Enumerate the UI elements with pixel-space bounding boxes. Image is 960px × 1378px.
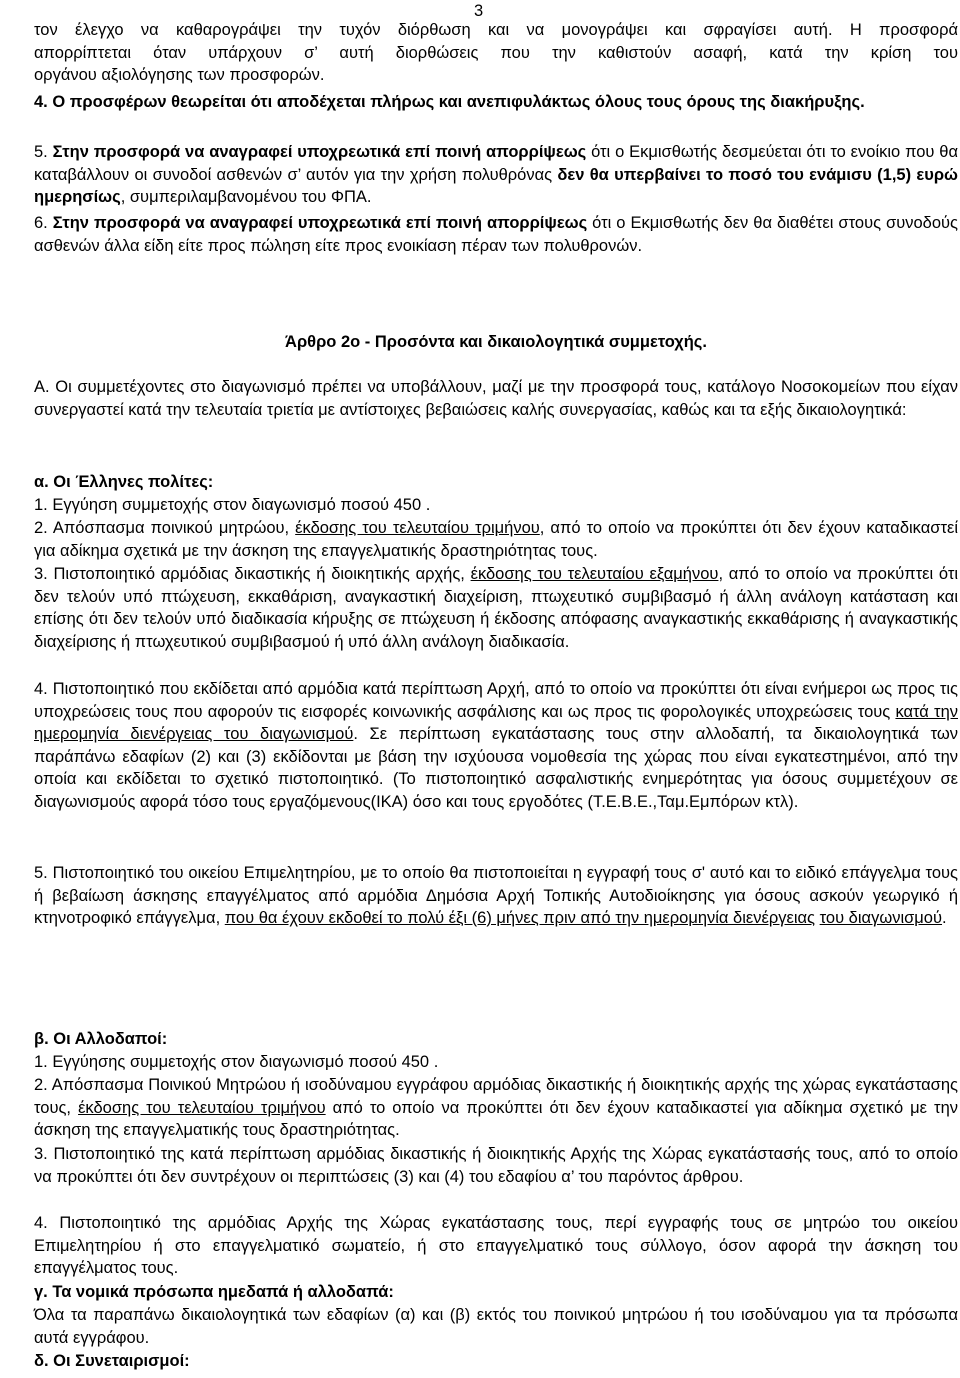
clause-5-bold-2: δεν θα υπερβαίνει το ποσό του ενάμισυ (1,5) ευρώ ημερησίως — [34, 165, 958, 206]
greek-citizens-heading: α. Οι Έλληνες πολίτες: — [34, 473, 214, 491]
clause-4 — [34, 91, 958, 114]
clause-5-number: 5. — [34, 143, 48, 161]
greek-item-1: 1. Εγγύηση συμμετοχής στον διαγωνισμό ποσού 450 . — [34, 496, 431, 514]
clause-5 — [34, 141, 958, 209]
foreign-item-2-text-a: Απόσπασμα Ποινικού Μητρώου ή ισοδύναμου εγγράφου αρμόδιας δικαστικής ή διοικητικής αρχής της χώρας εγκατάστασης τους, — [34, 1076, 958, 1117]
greek-item-3-text-a: Πιστοποιητικό αρμόδιας δικαστικής ή διοικητικής αρχής, — [53, 565, 471, 583]
article-title: Άρθρο 2ο - Προσόντα και δικαιολογητικά συμμετοχής. — [285, 333, 707, 351]
foreign-item-2-number: 2. — [34, 1076, 48, 1094]
foreign-item-2-text-b: από το οποίο να προκύπτει ότι δεν έχουν καταδικαστεί για αδίκημα σχετικό με την άσκηση της επαγγελματικής τους δραστηριότητας. — [34, 1098, 959, 1139]
legal-entities-paragraph: Όλα τα παραπάνω δικαιολογητικά των εδαφίων (α) και (β) εκτός του ποινικού μητρώου ή του ισοδύναμου για τα πρόσωπα αυτά εγγράφου. — [34, 1306, 958, 1347]
clause-5-bold-1: Στην προσφορά να αναγραφεί υποχρεωτικά επί ποινή απορρίψεως — [52, 143, 587, 161]
foreign-item-3 — [34, 1143, 958, 1188]
greek-item-3-number: 3. — [34, 565, 48, 583]
clause-4-number: 4. — [34, 93, 48, 111]
foreign-item-4-text: Πιστοποιητικό της αρμόδιας Αρχής της Χώρας εγκατάστασης τους, περί εγγραφής τους σε μητρώο του οικείου Επιμελητηρίου ή στο επαγγελματικό σωματείο, ή στο επαγγελματικό τους σύλλογο, όσον αφορά την άσκηση του επαγγέλματος τους. — [34, 1214, 959, 1277]
greek-item-5-underlined-1: που θα έχουν εκδοθεί το πολύ έξι (6) μήνες πριν από την ημερομηνία διενέργειας — [224, 909, 816, 927]
intro-line-3: οργάνου αξιολόγησης των προσφορών. — [34, 66, 325, 84]
greek-item-4-underlined: κατά την ημερομηνία διενέργειας του διαγωνισμού — [34, 702, 958, 743]
greek-item-2-text-a: Απόσπασμα ποινικού μητρώου, — [52, 519, 296, 537]
greek-item-5 — [34, 862, 958, 930]
greek-item-2-underlined: έκδοσης του τελευταίου τριμήνου — [295, 519, 540, 537]
greek-item-2-number: 2. — [34, 519, 48, 537]
clause-6-number: 6. — [34, 214, 48, 232]
greek-item-2 — [34, 517, 958, 562]
intro-line-2: απορρίπτεται όταν υπάρχουν σ’ αυτή διορθώσεις που την καθιστούν ασαφή, κατά την κρίση του — [34, 43, 958, 62]
foreign-item-3-number: 3. — [34, 1145, 48, 1163]
greek-item-4-number: 4. — [34, 680, 48, 698]
greek-item-5-underlined-2: του διαγωνισμού — [819, 909, 943, 927]
foreign-item-2 — [34, 1074, 958, 1142]
greek-item-4-text-b: . Σε περίπτωση εγκατάστασης τους στην αλλοδαπή, τα δικαιολογητικά των παράπάνω εδαφίων (2) και (3) εκδίδονται με βάση την ισχύουσα νομοθεσία της χώρας που είναι εγκατεστημένοι, από την οποία και εκδίδεται το σχετικό πιστοποιητικό. (Το πιστοποιητικό ασφαλιστικής ενημερότητας για όσους συμμετέχουν σε διαγωνισμούς αφορά τόσο τους εργαζόμενους(ΙΚΑ) όσο και τους εργοδότες (Τ.Ε.Β.Ε.,Ταμ.Εμπόρων κτλ). — [34, 725, 958, 811]
foreign-item-4 — [34, 1212, 958, 1280]
greek-item-4 — [34, 678, 958, 813]
greek-item-4-text-a: Πιστοποιητικό που εκδίδεται από αρμόδια κατά περίπτωση Αρχή, από το οποίο να προκύπτει ότι είναι ενήμεροι ως προς τις υποχρεώσεις τους που αφορούν τις εισφορές κοινωνικής ασφάλισης και ως προς τις φορολογικές υποχρεώσεις τους — [34, 680, 958, 721]
page-number: 3 — [474, 2, 484, 20]
greek-item-3-underlined: έκδοσης του τελευταίου εξαμήνου — [470, 565, 719, 583]
clause-6-bold-1: Στην προσφορά να αναγραφεί υποχρεωτικά επί ποινή απορρίψεως — [52, 214, 588, 232]
greek-item-5-number: 5. — [34, 864, 48, 882]
clause-6 — [34, 212, 958, 257]
section-a-paragraph: Α. Οι συμμετέχοντες στο διαγωνισμό πρέπει να υποβάλλουν, μαζί με την προσφορά τους, κατάλογο Νοσοκομείων που είχαν συνεργαστεί κατά την τελευταία τριετία με αντίστοιχες βεβαιώσεις καλής συνεργασίας, καθώς και τα εξής δικαιολογητικά: — [34, 378, 958, 419]
intro-line-1: τον έλεγχο να καθαρογράψει την τυχόν διόρθωση και να μονογράψει και σφραγίσει αυτή. Η προσφορά — [34, 21, 958, 39]
foreign-item-2-underlined: έκδοσης του τελευταίου τριμήνου — [78, 1098, 326, 1117]
foreign-item-3-text: Πιστοποιητικό της κατά περίπτωση αρμόδιας δικαστικής ή διοικητικής Αρχής της Χώρας εγκατάστασής τους, από το οποίο να προκύπτει ότι δεν συντρέχουν οι περιπτώσεις (3) και (4) του εδαφίου α’ του παρόντος άρθρου. — [34, 1145, 958, 1186]
cooperatives-heading: δ. Οι Συνεταιρισμοί: — [34, 1352, 190, 1370]
clause-6-text-1: ότι ο Εκμισθωτής δεν θα διαθέτει στους συνοδούς ασθενών άλλα είδη είτε προς πώληση είτε προς ενοικίαση πέραν των πολυθρονών. — [34, 214, 958, 255]
clause-5-text-1: ότι ο Εκμισθωτής δεσμεύεται ότι το ενοίκιο που θα καταβάλλουν οι συνοδοί ασθενών σ’ αυτόν για την χρήση πολυθρόνας — [34, 143, 959, 184]
foreigners-heading: β. Οι Αλλοδαποί: — [34, 1030, 168, 1048]
intro-paragraph — [34, 19, 958, 87]
clause-5-text-2: , συμπεριλαμβανομένου του ΦΠΑ. — [120, 188, 372, 206]
foreign-item-1: 1. Εγγύησης συμμετοχής στον διαγωνισμό ποσού 450 . — [34, 1053, 439, 1071]
greek-item-5-text-a: Πιστοποιητικό του οικείου Επιμελητηρίου, με το οποίο θα πιστοποιείται η εγγραφή τους σ' αυτό και το ειδικό επάγγελμα τους ή βεβαίωση άσκησης επαγγέλματος από αρμόδια Δημόσια Αρχή Τοπικής Αυτοδιοίκησης για όσους ασκούν γεωργικό ή κτηνοτροφικό επάγγελμα, — [34, 864, 958, 927]
greek-item-2-text-b: , από το οποίο να προκύπτει ότι δεν έχουν καταδικαστεί για αδίκημα σχετικά με την άσκηση της επαγγελματικής δραστηριότητας τους. — [34, 519, 958, 560]
legal-entities-heading: γ. Τα νομικά πρόσωπα ημεδαπά ή αλλοδαπά: — [34, 1283, 394, 1301]
foreign-item-4-number: 4. — [34, 1214, 48, 1232]
greek-item-3 — [34, 563, 958, 653]
greek-item-3-text-b: , από το οποίο να προκύπτει ότι δεν τελούν υπό πτώχευση, εκκαθάριση, αναγκαστική διαχείριση, πτωχευτικό συμβιβασμό ή άλλη ανάλογη κατάσταση και επίσης ότι δεν τελούν υπό διαδικασία κήρυξης σε πτώχευση ή έκδοσης απόφασης αναγκαστικής εκκαθάρισης ή αναγκαστικής διαχείρισης ή πτωχευτικού συμβιβασμού ή υπό άλλη ανάλογη διαδικασία. — [34, 565, 959, 651]
clause-4-text: Ο προσφέρων θεωρείται ότι αποδέχεται πλήρως και ανεπιφυλάκτως όλους τους όρους της διακήρυξης. — [52, 93, 865, 111]
greek-item-5-text-b: . — [942, 909, 947, 927]
